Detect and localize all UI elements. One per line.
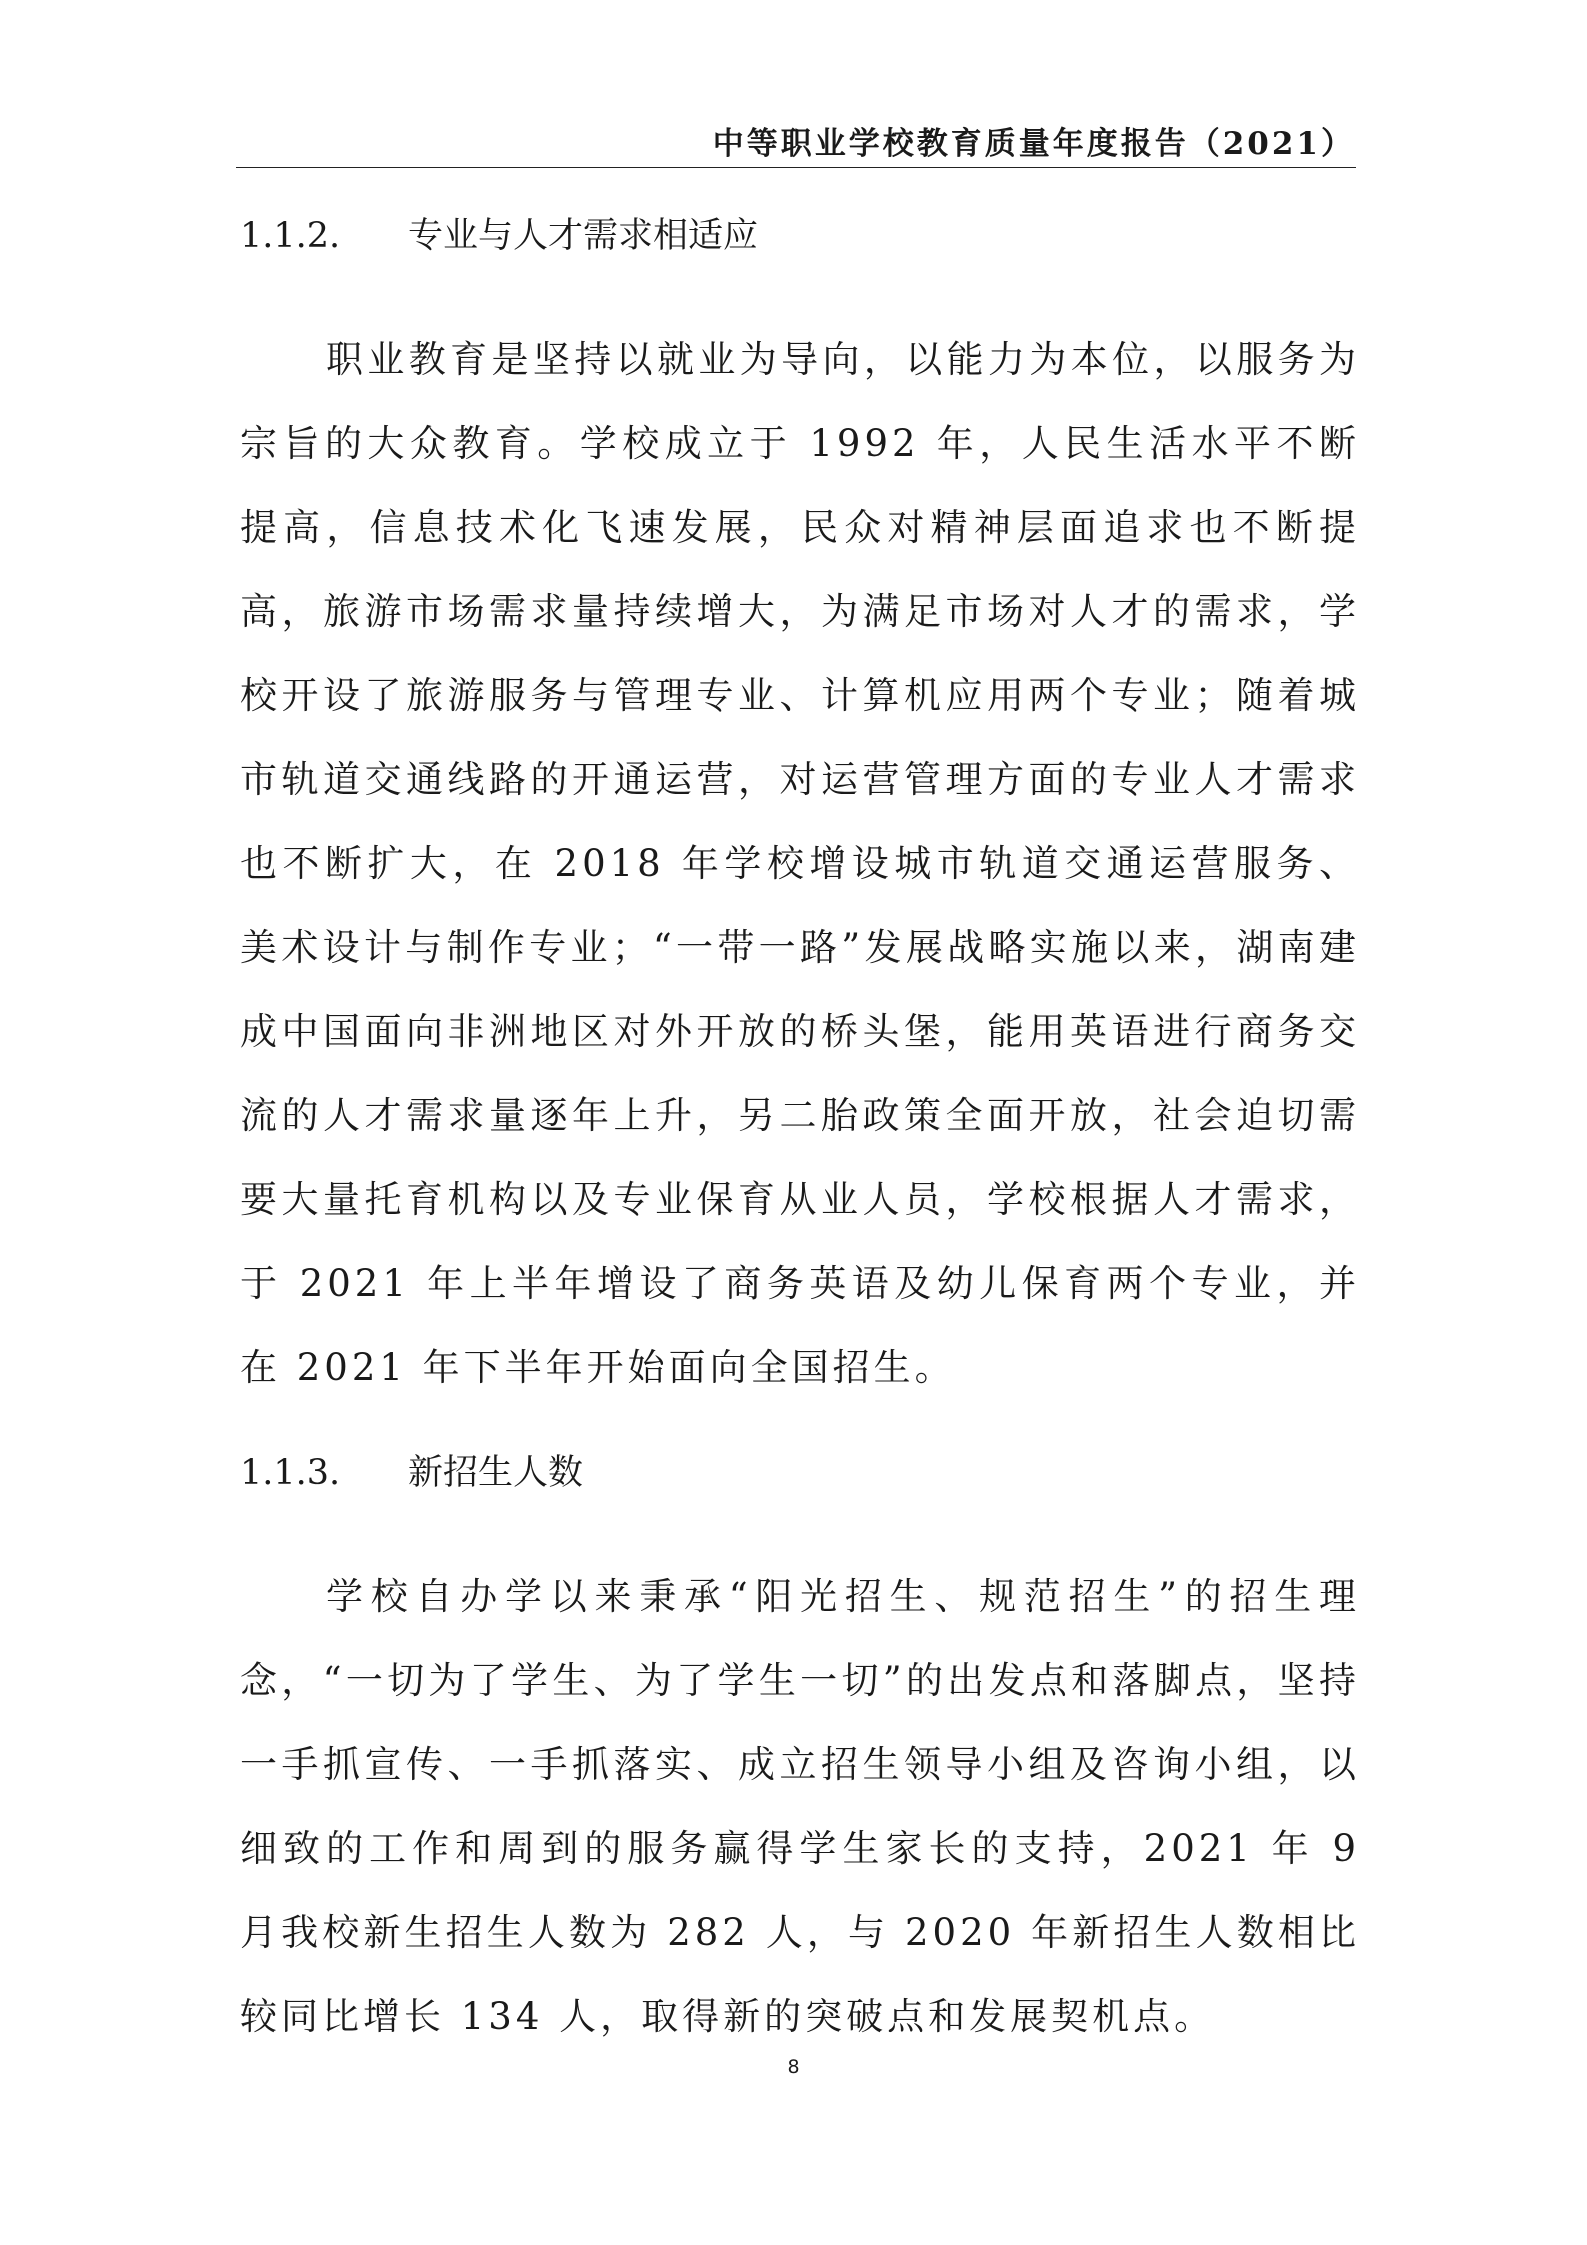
section-number: 1.1.2. (240, 216, 341, 256)
section-paragraph-1-1-2: 职业教育是坚持以就业为导向，以能力为本位，以服务为宗旨的大众教育。学校成立于 1992 年，人民生活水平不断提高，信息技术化飞速发展，民众对精神层面追求也不断提高，旅游市场需求量持续增大，为满足市场对人才的需求，学校开设了旅游服务与管理专业、计算机应用两个专业；随着城市轨道交通线路的开通运营，对运营管理方面的专业人才需求也不断扩大，在 2018 年学校增设城市轨道交通运营服务、美术设计与制作专业；“一带一路”发展战略实施以来，湖南建成中国面向非洲地区对外开放的桥头堡，能用英语进行商务交流的人才需求量逐年上升，另二胎政策全面开放，社会迫切需要大量托育机构以及专业保育从业人员，学校根据人才需求，于 2021 年上半年增设了商务英语及幼儿保育两个专业，并在 2021 年下半年开始面向全国招生。 (240, 338, 1360, 1389)
section-title: 专业与人才需求相适应 (408, 216, 759, 256)
section-title: 新招生人数 (408, 1453, 584, 1493)
section-heading-1-1-2 (240, 211, 758, 261)
section-paragraph-1-1-3: 学校自办学以来秉承“阳光招生、规范招生”的招生理念，“一切为了学生、为了学生一切”的出发点和落脚点，坚持一手抓宣传、一手抓落实、成立招生领导小组及咨询小组，以细致的工作和周到的服务赢得学生家长的支持，2021 年 9 月我校新生招生人数为 282 人，与 2020 年新招生人数相比较同比增长 134 人，取得新的突破点和发展契机点。 (240, 1575, 1360, 2038)
page-number: 8 (787, 2056, 800, 2078)
header-divider (236, 167, 1356, 168)
section-heading-1-1-3 (240, 1448, 583, 1498)
report-header-title: 中等职业学校教育质量年度报告（2021） (712, 126, 1355, 162)
section-number: 1.1.3. (240, 1453, 341, 1493)
